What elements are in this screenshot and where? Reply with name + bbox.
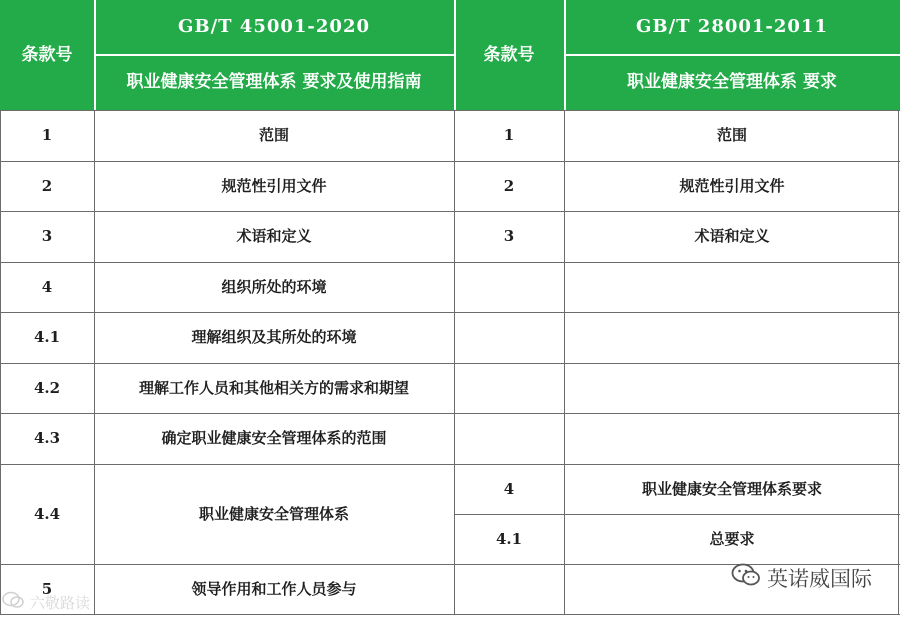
row-6-left-text: 理解工作人员和其他相关方的需求和期望 — [138, 378, 409, 397]
row-4-left-clause: 4 — [41, 277, 53, 296]
row-8b-right-text: 总要求 — [709, 529, 755, 548]
header-standard-left: GB/T 45001-2020 — [94, 0, 454, 55]
header-standard-right: GB/T 28001-2011 — [564, 0, 900, 55]
row-7-left-clause: 4.3 — [33, 429, 61, 448]
watermark-right-text: 英诺威国际 — [767, 566, 872, 591]
watermark-left — [2, 591, 90, 613]
row-3-right-text: 术语和定义 — [694, 227, 770, 246]
chat-bubble-icon — [2, 591, 24, 613]
row-8a-right-text: 职业健康安全管理体系要求 — [641, 479, 822, 498]
row-8-left-text: 职业健康安全管理体系 — [198, 504, 349, 523]
watermark-left-text: 六敬路读 — [30, 593, 91, 612]
row-3-left-clause: 3 — [41, 227, 53, 246]
row-1-right-clause: 1 — [503, 126, 515, 145]
row-2-right-clause: 2 — [503, 176, 515, 195]
row-3-left-text: 术语和定义 — [236, 227, 312, 246]
header-clause-right: 条款号 — [454, 0, 564, 110]
row-3-right-clause: 3 — [503, 227, 515, 246]
row-5-left-text: 理解组织及其所处的环境 — [191, 328, 357, 347]
row-4-left-text: 组织所处的环境 — [221, 277, 327, 296]
row-8-left-clause: 4.4 — [33, 504, 61, 523]
row-7-left-text: 确定职业健康安全管理体系的范围 — [161, 429, 387, 448]
row-1-left-text: 范围 — [258, 126, 289, 145]
row-2-left-text: 规范性引用文件 — [221, 176, 327, 195]
row-1-left-clause: 1 — [41, 126, 53, 145]
row-8b-right-clause: 4.1 — [495, 529, 523, 548]
header-title-left: 职业健康安全管理体系 要求及使用指南 — [94, 55, 454, 110]
header-clause-left: 条款号 — [0, 0, 94, 110]
watermark-right — [731, 562, 872, 593]
row-5-left-clause: 4.1 — [33, 328, 61, 347]
row-6-left-clause: 4.2 — [33, 378, 61, 397]
row-8a-right-clause: 4 — [503, 479, 515, 498]
header-title-right: 职业健康安全管理体系 要求 — [564, 55, 900, 110]
row-2-left-clause: 2 — [41, 176, 53, 195]
row-9-left-text: 领导作用和工作人员参与 — [191, 579, 357, 598]
row-1-right-text: 范围 — [716, 126, 747, 145]
row-2-right-text: 规范性引用文件 — [679, 176, 785, 195]
row-9-left-clause: 5 — [41, 579, 53, 598]
wechat-icon — [731, 562, 761, 593]
